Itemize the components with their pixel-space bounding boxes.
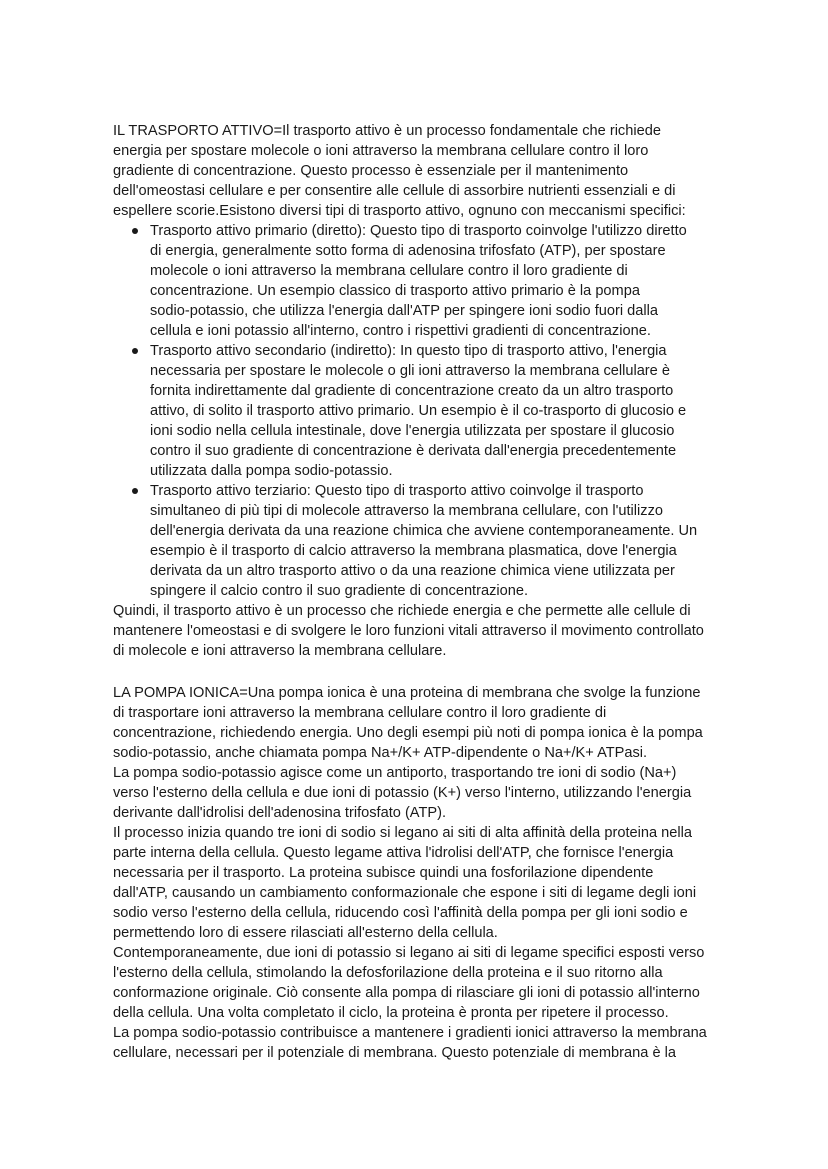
text-line: espellere scorie.Esistono diversi tipi di trasporto attivo, ognuno con meccanismi specifici: bbox=[113, 203, 686, 219]
paragraph bbox=[113, 601, 707, 661]
text-line: esempio è il trasporto di calcio attraverso la membrana plasmatica, dove l'energia bbox=[150, 543, 677, 559]
text-line: attivo, di solito il trasporto attivo primario. Un esempio è il co-trasporto di glucosio e bbox=[150, 403, 687, 419]
bullet-icon bbox=[132, 348, 138, 354]
text-line: della cellula. Una volta completato il ciclo, la proteina è pronta per ripetere il processo. bbox=[113, 1005, 669, 1021]
text-line: dell'omeostasi cellulare e per consentire alle cellule di assorbire nutrienti essenziali e di bbox=[113, 183, 676, 199]
text-line: Quindi, il trasporto attivo è un processo che richiede energia e che permette alle cellule di bbox=[113, 603, 691, 619]
paragraph bbox=[113, 683, 707, 1063]
text-line: conformazione originale. Ciò consente alla pompa di rilasciare gli ioni di potassio all'interno bbox=[113, 985, 700, 1001]
bullet-item bbox=[113, 341, 707, 481]
text-line: derivata da un altro trasporto attivo o da una reazione chimica viene utilizzata per bbox=[150, 563, 675, 579]
paragraph-spacer bbox=[113, 661, 707, 683]
text-line: Contemporaneamente, due ioni di potassio si legano ai siti di legame specifici esposti verso bbox=[113, 945, 705, 961]
text-line: l'esterno della cellula, stimolando la defosforilazione della proteina e il suo ritorno alla bbox=[113, 965, 663, 981]
bullet-icon bbox=[132, 488, 138, 494]
text-line: Trasporto attivo terziario: Questo tipo di trasporto attivo coinvolge il trasporto bbox=[150, 483, 644, 499]
text-line: utilizzata dalla pompa sodio-potassio. bbox=[150, 463, 393, 479]
bullet-icon bbox=[132, 228, 138, 234]
text-line: LA POMPA IONICA=Una pompa ionica è una proteina di membrana che svolge la funzione bbox=[113, 685, 701, 701]
text-line: concentrazione, richiedendo energia. Uno degli esempi più noti di pompa ionica è la pompa bbox=[113, 725, 703, 741]
text-line: Il processo inizia quando tre ioni di sodio si legano ai siti di alta affinità della proteina nella bbox=[113, 825, 692, 841]
text-line: di energia, generalmente sotto forma di adenosina trifosfato (ATP), per spostare bbox=[150, 243, 666, 259]
text-line: fornita indirettamente dal gradiente di concentrazione creato da un altro trasporto bbox=[150, 383, 674, 399]
text-line: concentrazione. Un esempio classico di trasporto attivo primario è la pompa bbox=[150, 283, 640, 299]
text-line: energia per spostare molecole o ioni attraverso la membrana cellulare contro il loro bbox=[113, 143, 649, 159]
text-line: necessaria per il trasporto. La proteina subisce quindi una fosforilazione dipendente bbox=[113, 865, 654, 881]
text-line: cellula e ioni potassio all'interno, contro i rispettivi gradienti di concentrazione. bbox=[150, 323, 651, 339]
text-line: Trasporto attivo secondario (indiretto): In questo tipo di trasporto attivo, l'energia bbox=[150, 343, 667, 359]
text-line: ioni sodio nella cellula intestinale, dove l'energia utilizzata per spostare il glucosio bbox=[150, 423, 675, 439]
text-line: Trasporto attivo primario (diretto): Questo tipo di trasporto coinvolge l'utilizzo diretto bbox=[150, 223, 687, 239]
text-line: sodio verso l'esterno della cellula, riducendo così l'affinità della pompa per gli ioni sodio e bbox=[113, 905, 688, 921]
text-line: mantenere l'omeostasi e di svolgere le loro funzioni vitali attraverso il movimento controllato bbox=[113, 623, 704, 639]
bullet-item bbox=[113, 481, 707, 601]
text-line: di trasportare ioni attraverso la membrana cellulare contro il loro gradiente di bbox=[113, 705, 607, 721]
text-line: gradiente di concentrazione. Questo processo è essenziale per il mantenimento bbox=[113, 163, 629, 179]
text-line: verso l'esterno della cellula e due ioni di potassio (K+) verso l'interno, utilizzando l'energia bbox=[113, 785, 692, 801]
text-line: di molecole e ioni attraverso la membrana cellulare. bbox=[113, 643, 447, 659]
text-line: cellulare, necessari per il potenziale di membrana. Questo potenziale di membrana è la bbox=[113, 1045, 676, 1061]
text-line: simultaneo di più tipi di molecole attraverso la membrana cellulare, con l'utilizzo bbox=[150, 503, 663, 519]
text-line: permettendo loro di essere rilasciati all'esterno della cellula. bbox=[113, 925, 498, 941]
text-line: La pompa sodio-potassio contribuisce a mantenere i gradienti ionici attraverso la membrana bbox=[113, 1025, 707, 1041]
text-line: necessaria per spostare le molecole o gli ioni attraverso la membrana cellulare è bbox=[150, 363, 670, 379]
text-line: dall'ATP, causando un cambiamento conformazionale che espone i siti di legame degli ioni bbox=[113, 885, 697, 901]
text-line: sodio-potassio, anche chiamata pompa Na+/K+ ATP-dipendente o Na+/K+ ATPasi. bbox=[113, 745, 648, 761]
text-line: contro il suo gradiente di concentrazione è derivata dall'energia precedentemente bbox=[150, 443, 677, 459]
bullet-item bbox=[113, 221, 707, 341]
text-line: IL TRASPORTO ATTIVO=Il trasporto attivo è un processo fondamentale che richiede bbox=[113, 123, 661, 139]
text-line: derivante dall'idrolisi dell'adenosina trifosfato (ATP). bbox=[113, 805, 447, 821]
text-line: La pompa sodio-potassio agisce come un antiporto, trasportando tre ioni di sodio (Na+) bbox=[113, 765, 677, 781]
text-line: sodio-potassio, che utilizza l'energia dall'ATP per spingere ioni sodio fuori dalla bbox=[150, 303, 658, 319]
text-line: spingere il calcio contro il suo gradiente di concentrazione. bbox=[150, 583, 529, 599]
text-line: dell'energia derivata da una reazione chimica che avviene contemporaneamente. Un bbox=[150, 523, 698, 539]
paragraph bbox=[113, 121, 707, 221]
text-line: parte interna della cellula. Questo legame attiva l'idrolisi dell'ATP, che fornisce l'energia bbox=[113, 845, 674, 861]
document-body bbox=[113, 121, 707, 1063]
text-line: molecole o ioni attraverso la membrana cellulare contro il loro gradiente di bbox=[150, 263, 628, 279]
